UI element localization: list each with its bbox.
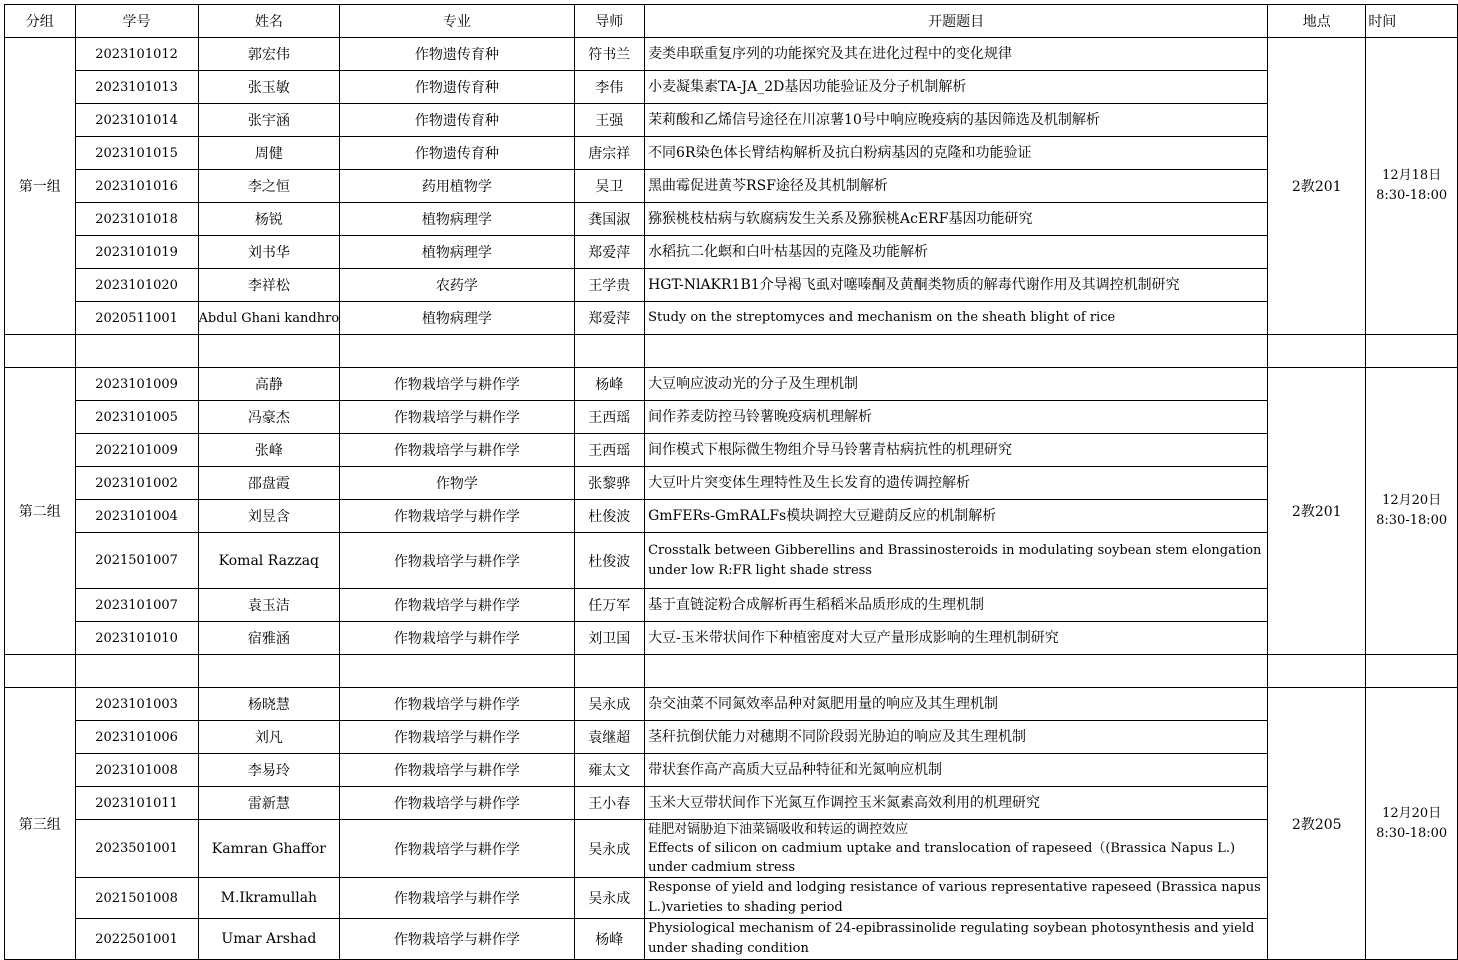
schedule-table	[4, 4, 1458, 960]
table-row	[5, 533, 1458, 589]
student-name: 张峰	[198, 434, 340, 467]
thesis-title: GmFERs-GmRALFs模块调控大豆避荫反应的机制解析	[645, 500, 1268, 533]
student-id: 2023101005	[75, 401, 198, 434]
table-row	[5, 236, 1458, 269]
student-name: 高静	[198, 368, 340, 401]
major: 作物栽培学与耕作学	[340, 401, 574, 434]
major: 作物遗传育种	[340, 38, 574, 71]
spacer-row	[5, 655, 1458, 688]
thesis-title: Physiological mechanism of 24-epibrassinolide regulating soybean photosynthesis and yield under shading condition	[645, 919, 1268, 960]
table-row	[5, 434, 1458, 467]
advisor: 任万军	[574, 589, 645, 622]
advisor: 符书兰	[574, 38, 645, 71]
major: 作物栽培学与耕作学	[340, 533, 574, 589]
major: 作物栽培学与耕作学	[340, 622, 574, 655]
thesis-title: 不同6R染色体长臂结构解析及抗白粉病基因的克隆和功能验证	[645, 137, 1268, 170]
major: 农药学	[340, 269, 574, 302]
student-id: 2023101015	[75, 137, 198, 170]
major: 作物栽培学与耕作学	[340, 688, 574, 721]
major: 作物栽培学与耕作学	[340, 787, 574, 820]
major: 作物栽培学与耕作学	[340, 820, 574, 878]
student-name: 雷新慧	[198, 787, 340, 820]
time	[1366, 368, 1458, 655]
student-id: 2023101004	[75, 500, 198, 533]
table-row	[5, 878, 1458, 919]
advisor: 雍太文	[574, 754, 645, 787]
student-name: 郭宏伟	[198, 38, 340, 71]
student-name: 刘凡	[198, 721, 340, 754]
thesis-title: 间作模式下根际微生物组介导马铃薯青枯病抗性的机理研究	[645, 434, 1268, 467]
advisor: 吴卫	[574, 170, 645, 203]
student-id: 2023101012	[75, 38, 198, 71]
advisor: 郑爱萍	[574, 236, 645, 269]
student-name: 李之恒	[198, 170, 340, 203]
advisor: 郑爱萍	[574, 302, 645, 335]
thesis-title: 水稻抗二化螟和白叶枯基因的克隆及功能解析	[645, 236, 1268, 269]
student-name: 张宇涵	[198, 104, 340, 137]
thesis-title-en: Effects of silicon on cadmium uptake and translocation of rapeseed（(Brassica Napus L.) under cadmium stress	[648, 841, 1236, 875]
table-row	[5, 721, 1458, 754]
table-row	[5, 203, 1458, 236]
major: 作物学	[340, 467, 574, 500]
student-name: 周健	[198, 137, 340, 170]
advisor: 王学贵	[574, 269, 645, 302]
student-id: 2023101016	[75, 170, 198, 203]
student-id: 2023101018	[75, 203, 198, 236]
student-id: 2022501001	[75, 919, 198, 960]
student-id: 2023101013	[75, 71, 198, 104]
student-name: 邵盘霞	[198, 467, 340, 500]
major: 作物栽培学与耕作学	[340, 368, 574, 401]
time	[1366, 38, 1458, 335]
table-row	[5, 688, 1458, 721]
student-id: 2023101006	[75, 721, 198, 754]
table-row	[5, 269, 1458, 302]
student-id: 2021501007	[75, 533, 198, 589]
advisor: 吴永成	[574, 878, 645, 919]
time	[1366, 688, 1458, 960]
advisor: 吴永成	[574, 820, 645, 878]
advisor: 唐宗祥	[574, 137, 645, 170]
student-name: 杨晓慧	[198, 688, 340, 721]
major: 作物栽培学与耕作学	[340, 589, 574, 622]
group-label: 第二组	[5, 368, 76, 655]
header-location: 地点	[1268, 5, 1366, 38]
time-date: 12月20日	[1382, 493, 1442, 508]
table-row	[5, 919, 1458, 960]
header-row	[5, 5, 1458, 38]
time-hours: 8:30-18:00	[1376, 513, 1448, 528]
student-name: 刘书华	[198, 236, 340, 269]
advisor: 杜俊波	[574, 500, 645, 533]
thesis-title: Crosstalk between Gibberellins and Brassinosteroids in modulating soybean stem elongation under low R:FR light shade stress	[645, 533, 1268, 589]
thesis-title	[645, 820, 1268, 878]
advisor: 吴永成	[574, 688, 645, 721]
advisor: 王西瑶	[574, 434, 645, 467]
thesis-title: 大豆叶片突变体生理特性及生长发育的遗传调控解析	[645, 467, 1268, 500]
thesis-title: 大豆响应波动光的分子及生理机制	[645, 368, 1268, 401]
student-id: 2023101019	[75, 236, 198, 269]
student-name: 张玉敏	[198, 71, 340, 104]
header-name: 姓名	[198, 5, 340, 38]
thesis-title-cn: 硅肥对镉胁迫下油菜镉吸收和转运的调控效应	[648, 822, 909, 837]
location: 2教205	[1268, 688, 1366, 960]
student-id: 2023101003	[75, 688, 198, 721]
advisor: 李伟	[574, 71, 645, 104]
student-id: 2023101014	[75, 104, 198, 137]
thesis-title: 麦类串联重复序列的功能探究及其在进化过程中的变化规律	[645, 38, 1268, 71]
table-row	[5, 38, 1458, 71]
table-row	[5, 467, 1458, 500]
student-id: 2023101011	[75, 787, 198, 820]
table-row	[5, 622, 1458, 655]
student-name: 宿雅涵	[198, 622, 340, 655]
thesis-title: 间作荞麦防控马铃薯晚疫病机理解析	[645, 401, 1268, 434]
student-name: Abdul Ghani kandhro	[198, 302, 340, 335]
location: 2教201	[1268, 38, 1366, 335]
thesis-title: Response of yield and lodging resistance of various representative rapeseed (Brassica napus L.)varieties to shading period	[645, 878, 1268, 919]
student-id: 2023101009	[75, 368, 198, 401]
major: 作物遗传育种	[340, 137, 574, 170]
thesis-title: Study on the streptomyces and mechanism on the sheath blight of rice	[645, 302, 1268, 335]
table-row	[5, 104, 1458, 137]
student-name: 杨锐	[198, 203, 340, 236]
student-id: 2023101008	[75, 754, 198, 787]
advisor: 杜俊波	[574, 533, 645, 589]
group-label: 第一组	[5, 38, 76, 335]
header-time: 时间	[1366, 5, 1458, 38]
header-advisor: 导师	[574, 5, 645, 38]
spacer-row	[5, 335, 1458, 368]
time-date: 12月20日	[1382, 805, 1442, 821]
thesis-title: 玉米大豆带状间作下光氮互作调控玉米氮素高效利用的机理研究	[645, 787, 1268, 820]
student-id: 2020511001	[75, 302, 198, 335]
student-name: M.Ikramullah	[198, 878, 340, 919]
advisor: 杨峰	[574, 919, 645, 960]
major: 作物栽培学与耕作学	[340, 500, 574, 533]
student-id: 2023101010	[75, 622, 198, 655]
thesis-title: 大豆-玉米带状间作下种植密度对大豆产量形成影响的生理机制研究	[645, 622, 1268, 655]
student-name: 袁玉洁	[198, 589, 340, 622]
major: 作物栽培学与耕作学	[340, 919, 574, 960]
time-hours: 8:30-18:00	[1376, 188, 1448, 203]
time-date: 12月18日	[1382, 168, 1442, 183]
thesis-title: HGT-NlAKR1B1介导褐飞虱对噻嗪酮及黄酮类物质的解毒代谢作用及其调控机制研究	[645, 269, 1268, 302]
thesis-title: 杂交油菜不同氮效率品种对氮肥用量的响应及其生理机制	[645, 688, 1268, 721]
thesis-title: 黑曲霉促进黄芩RSF途径及其机制解析	[645, 170, 1268, 203]
student-name: 刘昱含	[198, 500, 340, 533]
table-row	[5, 71, 1458, 104]
table-row	[5, 302, 1458, 335]
major: 作物栽培学与耕作学	[340, 721, 574, 754]
major: 作物栽培学与耕作学	[340, 434, 574, 467]
header-student-id: 学号	[75, 5, 198, 38]
header-group: 分组	[5, 5, 76, 38]
student-name: 李祥松	[198, 269, 340, 302]
thesis-title: 小麦凝集素TA-JA_2D基因功能验证及分子机制解析	[645, 71, 1268, 104]
major: 作物栽培学与耕作学	[340, 878, 574, 919]
major: 植物病理学	[340, 203, 574, 236]
major: 作物遗传育种	[340, 71, 574, 104]
table-row	[5, 368, 1458, 401]
table-row	[5, 589, 1458, 622]
student-id: 2023101002	[75, 467, 198, 500]
student-id: 2022101009	[75, 434, 198, 467]
major: 植物病理学	[340, 236, 574, 269]
advisor: 王小春	[574, 787, 645, 820]
student-id: 2023501001	[75, 820, 198, 878]
advisor: 刘卫国	[574, 622, 645, 655]
major: 植物病理学	[340, 302, 574, 335]
advisor: 王强	[574, 104, 645, 137]
advisor: 王西瑶	[574, 401, 645, 434]
student-name: 李易玲	[198, 754, 340, 787]
student-name: Kamran Ghaffor	[198, 820, 340, 878]
advisor: 杨峰	[574, 368, 645, 401]
student-name: Umar Arshad	[198, 919, 340, 960]
major: 药用植物学	[340, 170, 574, 203]
table-row	[5, 820, 1458, 878]
header-major: 专业	[340, 5, 574, 38]
location: 2教201	[1268, 368, 1366, 655]
table-row	[5, 137, 1458, 170]
group-label: 第三组	[5, 688, 76, 960]
major: 作物遗传育种	[340, 104, 574, 137]
header-title: 开题题目	[645, 5, 1268, 38]
student-id: 2023101007	[75, 589, 198, 622]
table-row	[5, 754, 1458, 787]
student-name: 冯豪杰	[198, 401, 340, 434]
student-name: Komal Razzaq	[198, 533, 340, 589]
advisor: 袁继超	[574, 721, 645, 754]
thesis-title: 基于直链淀粉合成解析再生稻稻米品质形成的生理机制	[645, 589, 1268, 622]
time-hours: 8:30-18:00	[1376, 825, 1448, 841]
major: 作物栽培学与耕作学	[340, 754, 574, 787]
table-row	[5, 500, 1458, 533]
thesis-title: 带状套作高产高质大豆品种特征和光氮响应机制	[645, 754, 1268, 787]
table-row	[5, 401, 1458, 434]
student-id: 2021501008	[75, 878, 198, 919]
table-row	[5, 170, 1458, 203]
advisor: 张黎骅	[574, 467, 645, 500]
student-id: 2023101020	[75, 269, 198, 302]
thesis-title: 猕猴桃枝枯病与软腐病发生关系及猕猴桃AcERF基因功能研究	[645, 203, 1268, 236]
advisor: 龚国淑	[574, 203, 645, 236]
table-row	[5, 787, 1458, 820]
thesis-title: 茎秆抗倒伏能力对穗期不同阶段弱光胁迫的响应及其生理机制	[645, 721, 1268, 754]
thesis-title: 茉莉酸和乙烯信号途径在川凉薯10号中响应晚疫病的基因筛选及机制解析	[645, 104, 1268, 137]
